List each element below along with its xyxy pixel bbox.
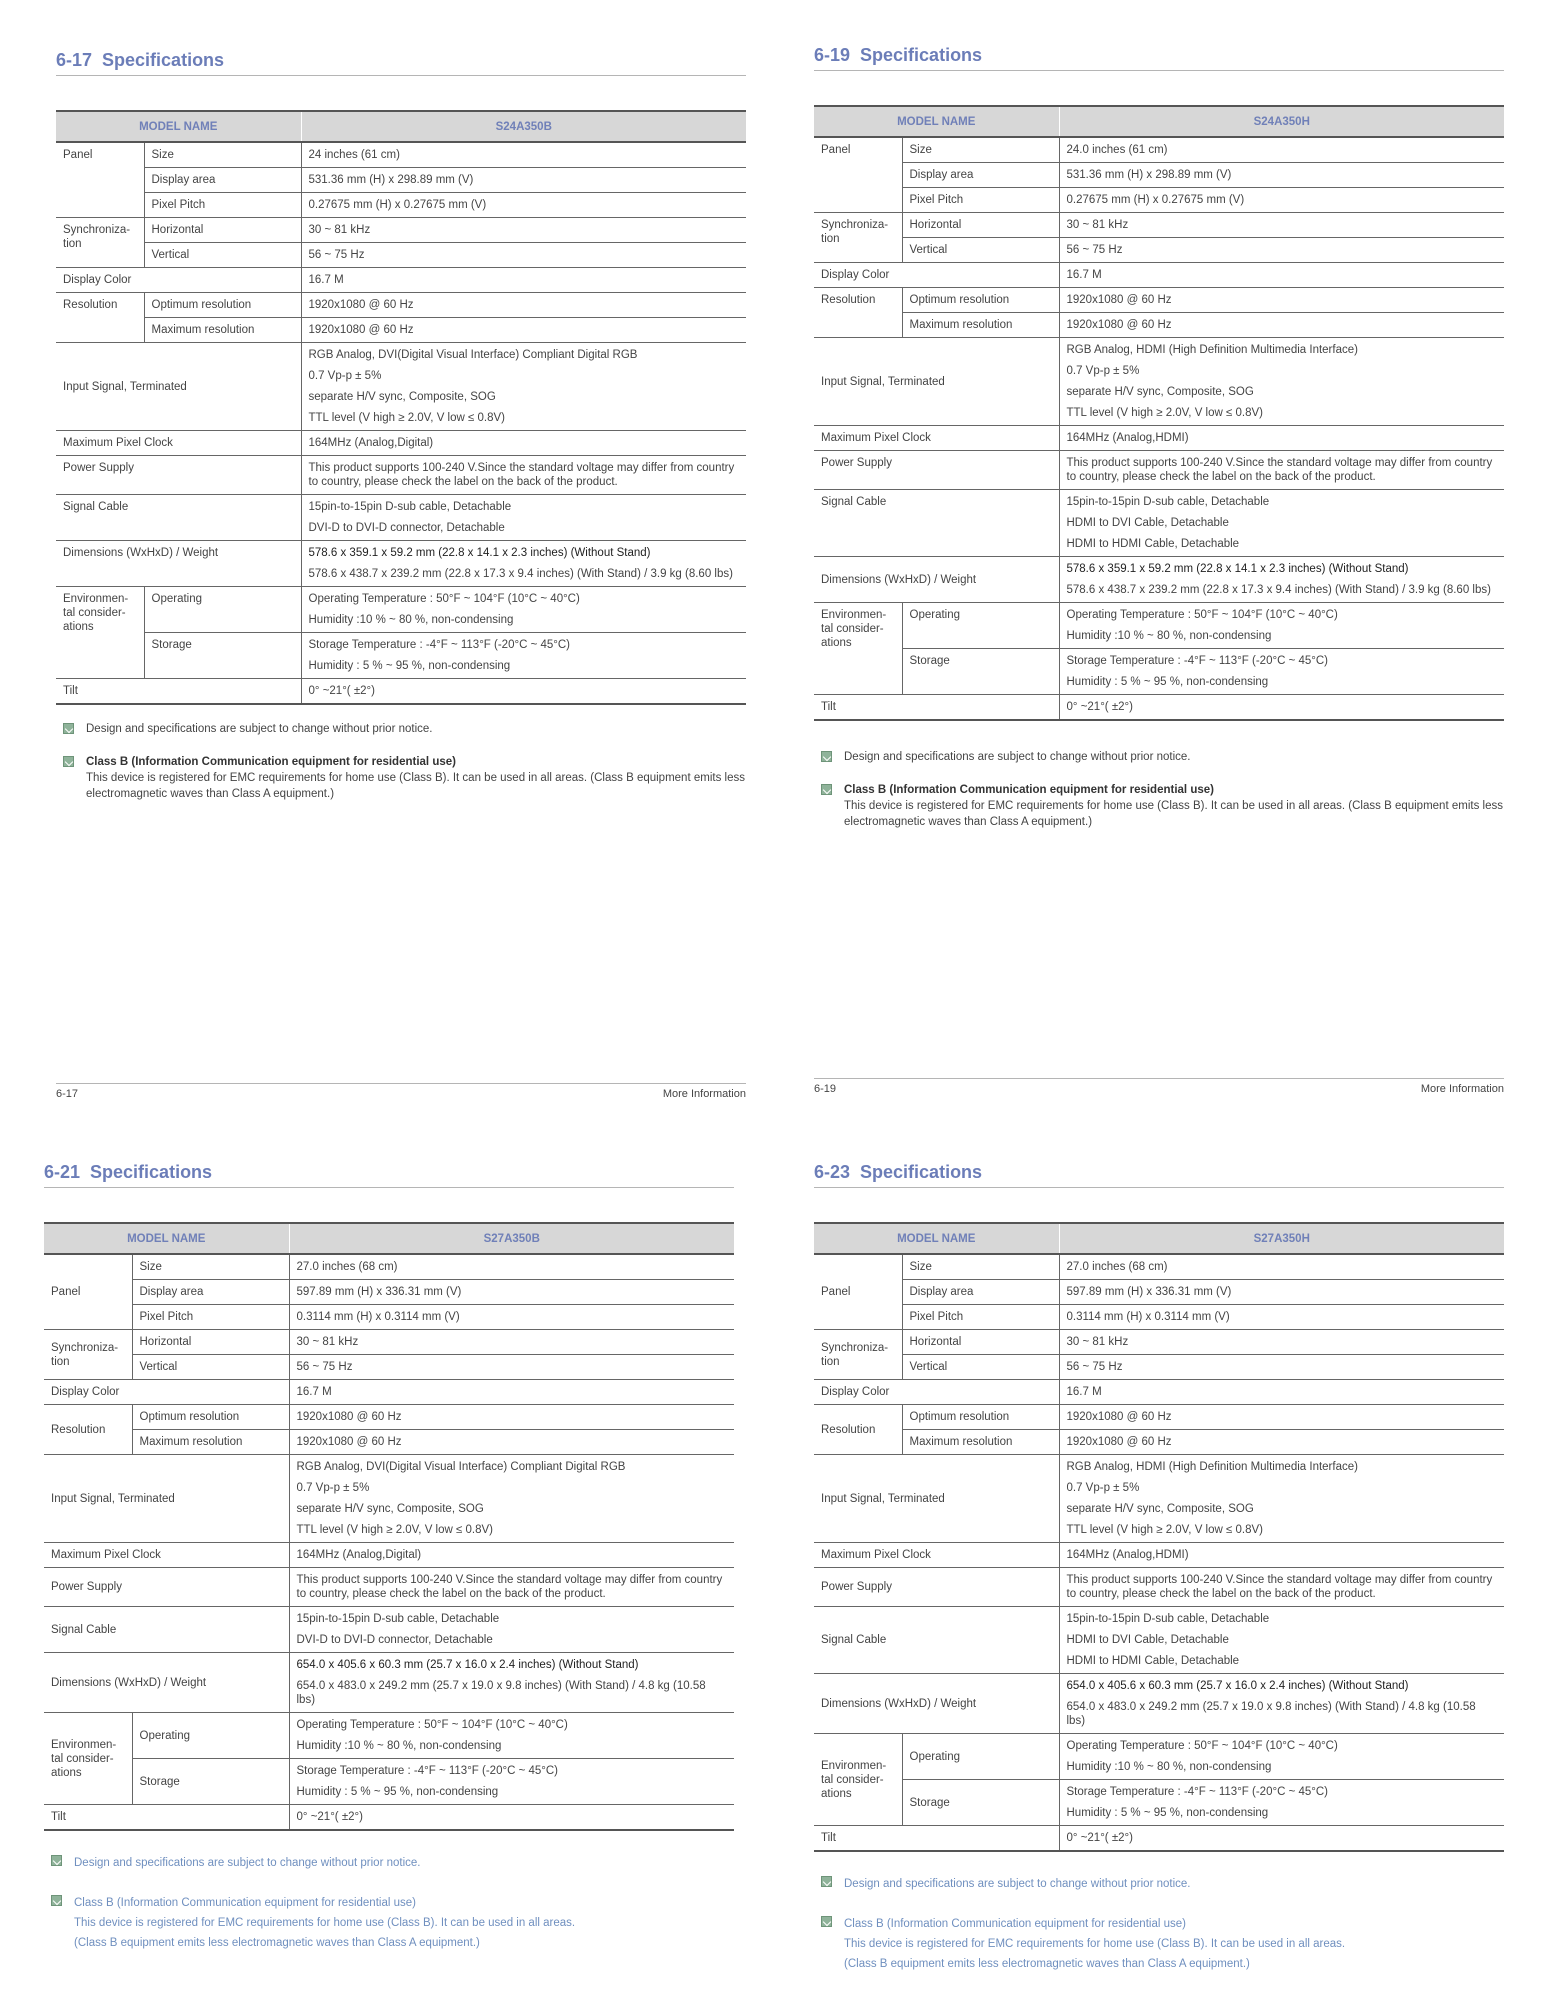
model-name-header: MODEL NAME [814, 1223, 1059, 1254]
display-area-value: 597.89 mm (H) x 336.31 mm (V) [1059, 1280, 1504, 1305]
note-item [56, 754, 746, 802]
section-title-text: Specifications [102, 50, 225, 70]
input-line: TTL level (V high ≥ 2.0V, V low ≤ 0.8V) [1066, 1524, 1263, 1536]
vertical-label: Vertical [132, 1355, 289, 1380]
section-title [56, 50, 746, 76]
model-value-header: S27A350B [289, 1223, 734, 1254]
cable-line: 15pin-to-15pin D-sub cable, Detachable [308, 501, 512, 513]
display-color-value: 16.7 M [1059, 1380, 1504, 1405]
environment-label: Environmen-tal consider-ations [814, 1734, 902, 1826]
operating-line: Operating Temperature : 50°F ~ 104°F (10°C ~ 40°C) [296, 1719, 568, 1731]
display-area-value: 531.36 mm (H) x 298.89 mm (V) [301, 168, 746, 193]
input-signal-label: Input Signal, Terminated [814, 338, 1059, 426]
signal-cable-value [1059, 1607, 1504, 1674]
operating-value [1059, 1734, 1504, 1780]
resolution-label: Resolution [814, 1405, 902, 1455]
pixel-pitch-label: Pixel Pitch [902, 1305, 1059, 1330]
spec-table [814, 1222, 1504, 1852]
note-text: Design and specifications are subject to change without prior notice. [844, 1878, 1191, 1890]
tilt-label: Tilt [56, 679, 301, 705]
power-supply-label: Power Supply [56, 456, 301, 495]
horizontal-value: 30 ~ 81 kHz [289, 1330, 734, 1355]
spec-table [44, 1222, 734, 1831]
input-signal-value [1059, 1455, 1504, 1543]
note-item [56, 721, 746, 737]
notes [814, 749, 1504, 830]
spec-page-6-17 [56, 50, 746, 819]
input-line: TTL level (V high ≥ 2.0V, V low ≤ 0.8V) [1066, 407, 1263, 419]
optimum-value: 1920x1080 @ 60 Hz [289, 1405, 734, 1430]
spec-page-6-23 [814, 1162, 1504, 1994]
section-title-text: Specifications [90, 1162, 213, 1182]
spec-table [814, 105, 1504, 721]
input-line: RGB Analog, DVI(Digital Visual Interface) Compliant Digital RGB [296, 1461, 626, 1473]
note-icon [51, 1855, 62, 1866]
signal-cable-value [301, 495, 746, 541]
storage-line: Storage Temperature : -4°F ~ 113°F (-20°C ~ 45°C) [1066, 655, 1329, 667]
section-title [814, 1162, 1504, 1188]
dimensions-value [289, 1653, 734, 1713]
size-value: 27.0 inches (68 cm) [1059, 1254, 1504, 1280]
storage-line: Humidity : 5 % ~ 95 %, non-condensing [1066, 1807, 1269, 1819]
vertical-value: 56 ~ 75 Hz [1059, 238, 1504, 263]
note-text: This device is registered for EMC requirements for home use (Class B). It can be used in all areas. (Class B equipment emits less electromagnetic waves than Class A equipment.) [86, 772, 745, 800]
cable-line: DVI-D to DVI-D connector, Detachable [308, 522, 505, 534]
signal-cable-label: Signal Cable [814, 1607, 1059, 1674]
size-value: 27.0 inches (68 cm) [289, 1254, 734, 1280]
cable-line: HDMI to DVI Cable, Detachable [1066, 1634, 1229, 1646]
storage-label: Storage [144, 633, 301, 679]
resolution-label: Resolution [814, 288, 902, 338]
spec-page-6-21 [44, 1162, 734, 1973]
operating-line: Humidity :10 % ~ 80 %, non-condensing [308, 614, 514, 626]
operating-line: Operating Temperature : 50°F ~ 104°F (10°C ~ 40°C) [308, 593, 580, 605]
display-color-label: Display Color [814, 263, 1059, 288]
power-supply-value: This product supports 100-240 V.Since the standard voltage may differ from country to country, please check the label on the back of the product. [1059, 1568, 1504, 1607]
storage-label: Storage [902, 649, 1059, 695]
note-icon [821, 1916, 832, 1927]
maximum-value: 1920x1080 @ 60 Hz [289, 1430, 734, 1455]
storage-value [301, 633, 746, 679]
section-number: 6-23 [814, 1162, 851, 1182]
size-label: Size [132, 1254, 289, 1280]
display-color-label: Display Color [56, 268, 301, 293]
model-value-header: S27A350H [1059, 1223, 1504, 1254]
note-text: This device is registered for EMC requirements for home use (Class B). It can be used in all areas. [74, 1917, 576, 1929]
spec-table [56, 110, 746, 705]
horizontal-label: Horizontal [132, 1330, 289, 1355]
pixel-pitch-label: Pixel Pitch [144, 193, 301, 218]
maximum-value: 1920x1080 @ 60 Hz [1059, 1430, 1504, 1455]
optimum-label: Optimum resolution [132, 1405, 289, 1430]
storage-line: Humidity : 5 % ~ 95 %, non-condensing [296, 1786, 499, 1798]
section-title-text: Specifications [860, 1162, 983, 1182]
input-line: separate H/V sync, Composite, SOG [296, 1503, 484, 1515]
note-text: Design and specifications are subject to change without prior notice. [844, 751, 1191, 763]
operating-line: Operating Temperature : 50°F ~ 104°F (10°C ~ 40°C) [1066, 1740, 1338, 1752]
vertical-value: 56 ~ 75 Hz [1059, 1355, 1504, 1380]
power-supply-label: Power Supply [814, 451, 1059, 490]
section-number: 6-21 [44, 1162, 81, 1182]
vertical-value: 56 ~ 75 Hz [289, 1355, 734, 1380]
tilt-value: 0° ~21°( ±2°) [1059, 695, 1504, 721]
storage-value [1059, 1780, 1504, 1826]
input-line: RGB Analog, HDMI (High Definition Multimedia Interface) [1066, 344, 1358, 356]
optimum-value: 1920x1080 @ 60 Hz [1059, 288, 1504, 313]
panel-label: Panel [56, 142, 144, 218]
operating-value [1059, 603, 1504, 649]
note-text: This device is registered for EMC requirements for home use (Class B). It can be used in all areas. [844, 1938, 1346, 1950]
maximum-label: Maximum resolution [144, 318, 301, 343]
tilt-label: Tilt [44, 1805, 289, 1831]
display-area-value: 531.36 mm (H) x 298.89 mm (V) [1059, 163, 1504, 188]
dimensions-line: 578.6 x 438.7 x 239.2 mm (22.8 x 17.3 x 9.4 inches) (With Stand) / 3.9 kg (8.60 lbs) [1066, 584, 1491, 596]
note-heading: Class B (Information Communication equipment for residential use) [74, 1897, 416, 1909]
power-supply-value: This product supports 100-240 V.Since the standard voltage may differ from country to country, please check the label on the back of the product. [301, 456, 746, 495]
dimensions-line: 654.0 x 405.6 x 60.3 mm (25.7 x 16.0 x 2.4 inches) (Without Stand) [296, 1659, 639, 1671]
dimensions-label: Dimensions (WxHxD) / Weight [814, 557, 1059, 603]
note-heading: Class B (Information Communication equipment for residential use) [844, 1918, 1186, 1930]
note-heading: Class B (Information Communication equipment for residential use) [844, 784, 1214, 796]
maximum-label: Maximum resolution [132, 1430, 289, 1455]
input-signal-label: Input Signal, Terminated [814, 1455, 1059, 1543]
display-area-label: Display area [144, 168, 301, 193]
footer-section: More Information [1420, 1083, 1504, 1095]
vertical-label: Vertical [144, 243, 301, 268]
page-footer [814, 1078, 1504, 1095]
pixel-pitch-label: Pixel Pitch [902, 188, 1059, 213]
dimensions-line: 578.6 x 359.1 x 59.2 mm (22.8 x 14.1 x 2.3 inches) (Without Stand) [1066, 563, 1409, 575]
panel-label: Panel [814, 1254, 902, 1330]
notes [44, 1853, 734, 1953]
size-label: Size [144, 142, 301, 168]
footer-page-number: 6-17 [56, 1088, 79, 1100]
note-icon [821, 1876, 832, 1887]
display-area-label: Display area [902, 163, 1059, 188]
display-color-value: 16.7 M [289, 1380, 734, 1405]
operating-value [289, 1713, 734, 1759]
note-item [814, 1914, 1504, 1974]
display-color-value: 16.7 M [301, 268, 746, 293]
storage-line: Storage Temperature : -4°F ~ 113°F (-20°C ~ 45°C) [308, 639, 571, 651]
input-signal-label: Input Signal, Terminated [56, 343, 301, 431]
maximum-value: 1920x1080 @ 60 Hz [1059, 313, 1504, 338]
input-line: 0.7 Vp-p ± 5% [1066, 365, 1140, 377]
size-value: 24.0 inches (61 cm) [1059, 137, 1504, 163]
pixel-pitch-value: 0.27675 mm (H) x 0.27675 mm (V) [301, 193, 746, 218]
size-label: Size [902, 1254, 1059, 1280]
input-signal-label: Input Signal, Terminated [44, 1455, 289, 1543]
storage-line: Humidity : 5 % ~ 95 %, non-condensing [1066, 676, 1269, 688]
display-color-value: 16.7 M [1059, 263, 1504, 288]
pixel-clock-label: Maximum Pixel Clock [814, 1543, 1059, 1568]
operating-label: Operating [902, 1734, 1059, 1780]
vertical-label: Vertical [902, 1355, 1059, 1380]
cable-line: HDMI to DVI Cable, Detachable [1066, 517, 1229, 529]
sync-label: Synchroniza-tion [814, 213, 902, 263]
input-line: 0.7 Vp-p ± 5% [296, 1482, 370, 1494]
operating-line: Humidity :10 % ~ 80 %, non-condensing [296, 1740, 502, 1752]
note-icon [821, 784, 832, 795]
pixel-clock-label: Maximum Pixel Clock [56, 431, 301, 456]
signal-cable-label: Signal Cable [814, 490, 1059, 557]
pixel-pitch-label: Pixel Pitch [132, 1305, 289, 1330]
section-title-text: Specifications [860, 45, 983, 65]
dimensions-line: 578.6 x 359.1 x 59.2 mm (22.8 x 14.1 x 2.3 inches) (Without Stand) [308, 547, 651, 559]
dimensions-line: 654.0 x 483.0 x 249.2 mm (25.7 x 19.0 x 9.8 inches) (With Stand) / 4.8 kg (10.58 lbs) [1066, 1701, 1476, 1727]
maximum-label: Maximum resolution [902, 1430, 1059, 1455]
pixel-pitch-value: 0.3114 mm (H) x 0.3114 mm (V) [1059, 1305, 1504, 1330]
dimensions-line: 654.0 x 405.6 x 60.3 mm (25.7 x 16.0 x 2.4 inches) (Without Stand) [1066, 1680, 1409, 1692]
horizontal-label: Horizontal [144, 218, 301, 243]
size-value: 24 inches (61 cm) [301, 142, 746, 168]
optimum-label: Optimum resolution [144, 293, 301, 318]
note-icon [63, 756, 74, 767]
tilt-value: 0° ~21°( ±2°) [1059, 1826, 1504, 1852]
input-line: RGB Analog, DVI(Digital Visual Interface) Compliant Digital RGB [308, 349, 638, 361]
display-area-value: 597.89 mm (H) x 336.31 mm (V) [289, 1280, 734, 1305]
section-number: 6-17 [56, 50, 93, 70]
pixel-clock-label: Maximum Pixel Clock [814, 426, 1059, 451]
panel-label: Panel [44, 1254, 132, 1330]
input-line: 0.7 Vp-p ± 5% [1066, 1482, 1140, 1494]
display-area-label: Display area [902, 1280, 1059, 1305]
model-name-header: MODEL NAME [56, 111, 301, 142]
tilt-value: 0° ~21°( ±2°) [289, 1805, 734, 1831]
pixel-clock-value: 164MHz (Analog,Digital) [289, 1543, 734, 1568]
dimensions-value [1059, 557, 1504, 603]
vertical-label: Vertical [902, 238, 1059, 263]
environment-label: Environmen-tal consider-ations [814, 603, 902, 695]
panel-label: Panel [814, 137, 902, 213]
input-signal-value [301, 343, 746, 431]
power-supply-value: This product supports 100-240 V.Since the standard voltage may differ from country to country, please check the label on the back of the product. [289, 1568, 734, 1607]
horizontal-label: Horizontal [902, 213, 1059, 238]
tilt-value: 0° ~21°( ±2°) [301, 679, 746, 705]
horizontal-value: 30 ~ 81 kHz [301, 218, 746, 243]
dimensions-label: Dimensions (WxHxD) / Weight [814, 1674, 1059, 1734]
operating-value [301, 587, 746, 633]
size-label: Size [902, 137, 1059, 163]
section-title [814, 45, 1504, 71]
power-supply-value: This product supports 100-240 V.Since the standard voltage may differ from country to country, please check the label on the back of the product. [1059, 451, 1504, 490]
pixel-pitch-value: 0.3114 mm (H) x 0.3114 mm (V) [289, 1305, 734, 1330]
pixel-clock-label: Maximum Pixel Clock [44, 1543, 289, 1568]
cable-line: DVI-D to DVI-D connector, Detachable [296, 1634, 493, 1646]
note-text: (Class B equipment emits less electromagnetic waves than Class A equipment.) [844, 1958, 1250, 1970]
note-item [814, 782, 1504, 830]
storage-value [289, 1759, 734, 1805]
cable-line: HDMI to HDMI Cable, Detachable [1066, 1655, 1240, 1667]
pixel-clock-value: 164MHz (Analog,Digital) [301, 431, 746, 456]
optimum-value: 1920x1080 @ 60 Hz [1059, 1405, 1504, 1430]
notes [814, 1874, 1504, 1974]
dimensions-value [301, 541, 746, 587]
input-signal-value [1059, 338, 1504, 426]
spec-page-6-19 [814, 45, 1504, 847]
horizontal-value: 30 ~ 81 kHz [1059, 1330, 1504, 1355]
cable-line: 15pin-to-15pin D-sub cable, Detachable [1066, 1613, 1270, 1625]
pixel-clock-value: 164MHz (Analog,HDMI) [1059, 1543, 1504, 1568]
display-color-label: Display Color [814, 1380, 1059, 1405]
notes [56, 721, 746, 802]
operating-line: Humidity :10 % ~ 80 %, non-condensing [1066, 1761, 1272, 1773]
operating-line: Operating Temperature : 50°F ~ 104°F (10°C ~ 40°C) [1066, 609, 1338, 621]
tilt-label: Tilt [814, 695, 1059, 721]
resolution-label: Resolution [44, 1405, 132, 1455]
operating-label: Operating [144, 587, 301, 633]
storage-value [1059, 649, 1504, 695]
note-text: Design and specifications are subject to change without prior notice. [86, 723, 433, 735]
pixel-pitch-value: 0.27675 mm (H) x 0.27675 mm (V) [1059, 188, 1504, 213]
storage-label: Storage [902, 1780, 1059, 1826]
note-item [44, 1853, 734, 1873]
vertical-value: 56 ~ 75 Hz [301, 243, 746, 268]
pixel-clock-value: 164MHz (Analog,HDMI) [1059, 426, 1504, 451]
note-text: (Class B equipment emits less electromagnetic waves than Class A equipment.) [74, 1937, 480, 1949]
maximum-label: Maximum resolution [902, 313, 1059, 338]
model-name-header: MODEL NAME [44, 1223, 289, 1254]
horizontal-value: 30 ~ 81 kHz [1059, 213, 1504, 238]
input-line: RGB Analog, HDMI (High Definition Multimedia Interface) [1066, 1461, 1358, 1473]
optimum-value: 1920x1080 @ 60 Hz [301, 293, 746, 318]
cable-line: 15pin-to-15pin D-sub cable, Detachable [1066, 496, 1270, 508]
operating-label: Operating [132, 1713, 289, 1759]
cable-line: 15pin-to-15pin D-sub cable, Detachable [296, 1613, 500, 1625]
input-line: TTL level (V high ≥ 2.0V, V low ≤ 0.8V) [308, 412, 505, 424]
signal-cable-value [289, 1607, 734, 1653]
display-color-label: Display Color [44, 1380, 289, 1405]
dimensions-label: Dimensions (WxHxD) / Weight [56, 541, 301, 587]
operating-label: Operating [902, 603, 1059, 649]
horizontal-label: Horizontal [902, 1330, 1059, 1355]
input-signal-value [289, 1455, 734, 1543]
dimensions-line: 578.6 x 438.7 x 239.2 mm (22.8 x 17.3 x 9.4 inches) (With Stand) / 3.9 kg (8.60 lbs) [308, 568, 733, 580]
storage-line: Storage Temperature : -4°F ~ 113°F (-20°C ~ 45°C) [1066, 1786, 1329, 1798]
section-title [44, 1162, 734, 1188]
sync-label: Synchroniza-tion [56, 218, 144, 268]
storage-line: Storage Temperature : -4°F ~ 113°F (-20°C ~ 45°C) [296, 1765, 559, 1777]
model-value-header: S24A350B [301, 111, 746, 142]
model-value-header: S24A350H [1059, 106, 1504, 137]
input-line: separate H/V sync, Composite, SOG [308, 391, 496, 403]
power-supply-label: Power Supply [814, 1568, 1059, 1607]
dimensions-line: 654.0 x 483.0 x 249.2 mm (25.7 x 19.0 x 9.8 inches) (With Stand) / 4.8 kg (10.58 lbs) [296, 1680, 706, 1706]
note-item [44, 1893, 734, 1953]
note-icon [51, 1895, 62, 1906]
input-line: separate H/V sync, Composite, SOG [1066, 1503, 1254, 1515]
note-heading: Class B (Information Communication equipment for residential use) [86, 756, 456, 768]
page-footer [56, 1083, 746, 1100]
dimensions-value [1059, 1674, 1504, 1734]
footer-page-number: 6-19 [814, 1083, 837, 1095]
input-line: separate H/V sync, Composite, SOG [1066, 386, 1254, 398]
resolution-label: Resolution [56, 293, 144, 343]
environment-label: Environmen-tal consider-ations [44, 1713, 132, 1805]
display-area-label: Display area [132, 1280, 289, 1305]
note-item [814, 1874, 1504, 1894]
sync-label: Synchroniza-tion [814, 1330, 902, 1380]
power-supply-label: Power Supply [44, 1568, 289, 1607]
model-name-header: MODEL NAME [814, 106, 1059, 137]
note-icon [821, 751, 832, 762]
tilt-label: Tilt [814, 1826, 1059, 1852]
dimensions-label: Dimensions (WxHxD) / Weight [44, 1653, 289, 1713]
note-text: Design and specifications are subject to change without prior notice. [74, 1857, 421, 1869]
sync-label: Synchroniza-tion [44, 1330, 132, 1380]
operating-line: Humidity :10 % ~ 80 %, non-condensing [1066, 630, 1272, 642]
signal-cable-label: Signal Cable [44, 1607, 289, 1653]
storage-line: Humidity : 5 % ~ 95 %, non-condensing [308, 660, 511, 672]
cable-line: HDMI to HDMI Cable, Detachable [1066, 538, 1240, 550]
environment-label: Environmen-tal consider-ations [56, 587, 144, 679]
section-number: 6-19 [814, 45, 851, 65]
note-item [814, 749, 1504, 765]
signal-cable-value [1059, 490, 1504, 557]
input-line: 0.7 Vp-p ± 5% [308, 370, 382, 382]
signal-cable-label: Signal Cable [56, 495, 301, 541]
input-line: TTL level (V high ≥ 2.0V, V low ≤ 0.8V) [296, 1524, 493, 1536]
storage-label: Storage [132, 1759, 289, 1805]
note-text: This device is registered for EMC requirements for home use (Class B). It can be used in all areas. (Class B equipment emits less electromagnetic waves than Class A equipment.) [844, 800, 1503, 828]
note-icon [63, 723, 74, 734]
optimum-label: Optimum resolution [902, 288, 1059, 313]
footer-section: More Information [662, 1088, 746, 1100]
maximum-value: 1920x1080 @ 60 Hz [301, 318, 746, 343]
optimum-label: Optimum resolution [902, 1405, 1059, 1430]
